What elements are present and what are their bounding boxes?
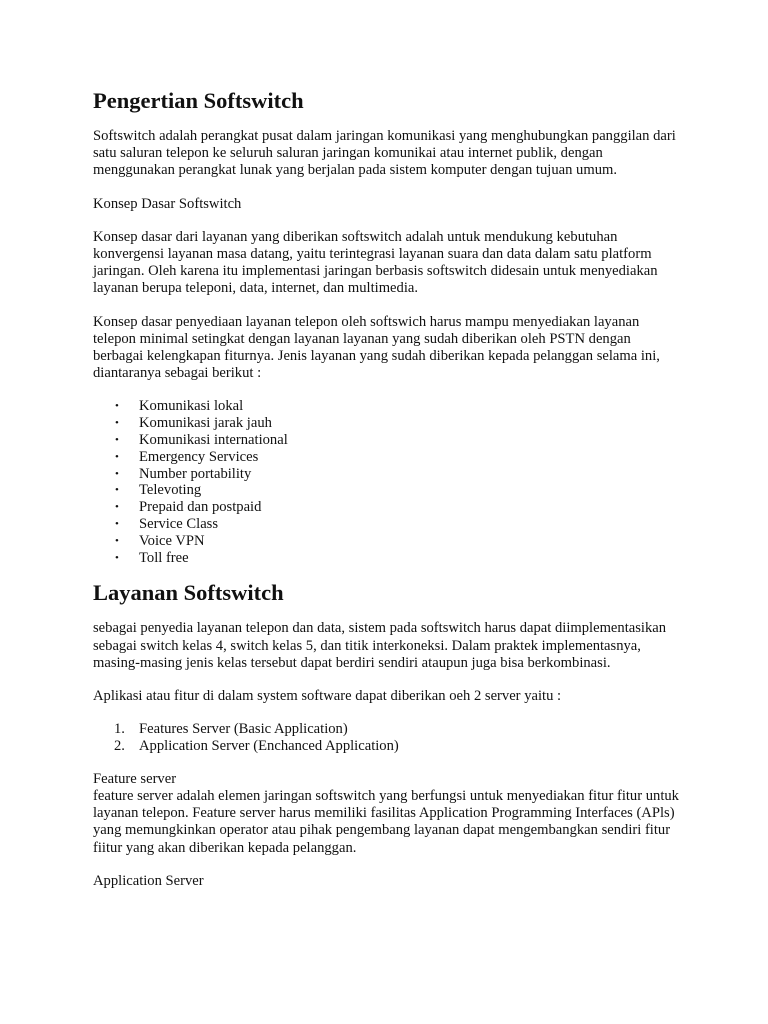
konsep-paragraph-2: Konsep dasar penyediaan layanan telepon oleh softswich harus mampu menyediakan layanan telepon minimal setingkat dengan layanan layanan yang sudah diberikan oleh PSTN dengan berbagai kelengkapan fiturnya. Jenis layanan yang sudah diberikan kepada pelanggan selama ini, diantaranya sebagai berikut : <box>93 313 660 382</box>
list-item: • Toll free <box>115 549 189 566</box>
list-item: • Komunikasi jarak jauh <box>115 415 272 432</box>
list-item: • Komunikasi international <box>115 432 288 449</box>
section-title-layanan: Layanan Softswitch <box>93 580 284 606</box>
document-page <box>93 86 683 890</box>
intro-paragraph: Softswitch adalah perangkat pusat dalam jaringan komunikasi yang menghubungkan panggilan dari satu saluran telepon ke seluruh saluran jaringan komunikai atau internet publik, dengan menggunakan perangkat lunak yang berjalan pada sistem komputer dengan tujuan umum. <box>93 128 676 179</box>
list-item: 2. Application Server (Enchanced Application) <box>114 738 399 755</box>
list-item: • Emergency Services <box>115 448 259 465</box>
bullet-icon: • <box>115 434 119 447</box>
bullet-icon: • <box>115 400 119 413</box>
bullet-icon: • <box>115 518 119 531</box>
list-item: • Service Class <box>115 516 219 533</box>
feature-server-paragraph: feature server adalah elemen jaringan softswitch yang berfungsi untuk menyediakan fitur fitur untuk layanan telepon. Feature server harus memiliki fasilitas Application Programming Interfaces (APls) yang memungkinkan operator atau pihak pengembang layanan dapat mengembangkan sendiri fitur fiitur yang akan diberikan kepada pelanggan. <box>93 788 679 856</box>
layanan-paragraph-1: sebagai penyedia layanan telepon dan data, sistem pada softswitch harus dapat diimplementasikan sebagai switch kelas 4, switch kelas 5, dan titik interkoneksi. Dalam praktek implementasnya, masing-masing jenis kelas tersebut dapat berdiri sendiri ataupun juga bisa berkombinasi. <box>93 620 667 671</box>
list-item: • Televoting <box>115 482 202 499</box>
application-server-heading: Application Server <box>93 872 204 889</box>
list-item: • Number portability <box>115 465 252 482</box>
bullet-icon: • <box>115 450 119 463</box>
bullet-icon: • <box>115 417 119 430</box>
layanan-paragraph-2: Aplikasi atau fitur di dalam system software dapat diberikan oeh 2 server yaitu : <box>93 688 562 705</box>
list-item: 1. Features Server (Basic Application) <box>114 721 348 738</box>
services-list <box>93 398 683 566</box>
bullet-icon: • <box>115 551 119 564</box>
subheading-konsep-dasar: Konsep Dasar Softswitch <box>93 195 242 212</box>
bullet-icon: • <box>115 467 119 480</box>
list-item: • Komunikasi lokal <box>115 398 244 415</box>
konsep-paragraph-1: Konsep dasar dari layanan yang diberikan softswitch adalah untuk mendukung kebutuhan konvergensi layanan masa datang, yaitu terintegrasi layanan suara dan data dalam satu platform jaringan. Oleh karena itu implementasi jaringan berbasis softswitch didesain untuk menyediakan layanan berupa teleponi, data, internet, dan multimedia. <box>93 228 658 297</box>
bullet-icon: • <box>115 484 119 497</box>
bullet-icon: • <box>115 501 119 514</box>
feature-server-heading: Feature server <box>93 770 177 787</box>
bullet-icon: • <box>115 534 119 547</box>
list-item: • Voice VPN <box>115 532 205 549</box>
section-title-pengertian: Pengertian Softswitch <box>93 88 304 113</box>
list-item: • Prepaid dan postpaid <box>115 499 262 516</box>
servers-list <box>93 721 683 755</box>
